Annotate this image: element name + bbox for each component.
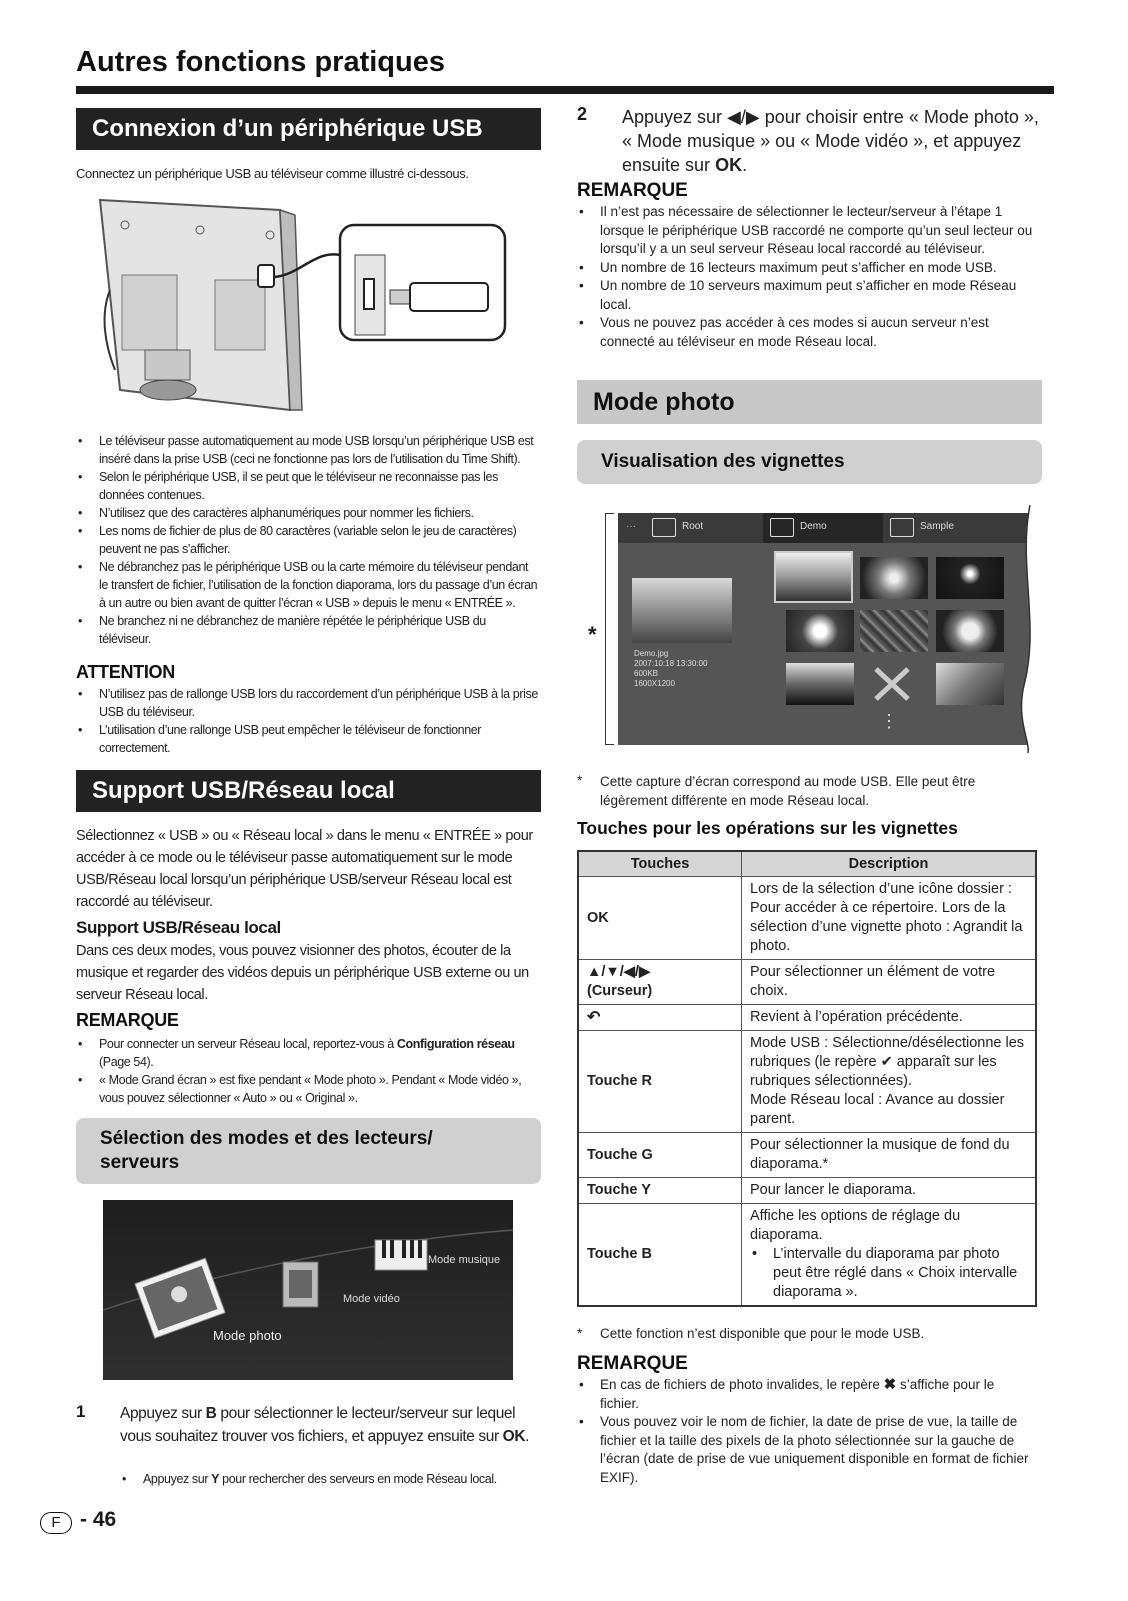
- desc-cell: [742, 1204, 1037, 1307]
- table-row: [578, 1031, 1036, 1133]
- tv-usb-illustration: [90, 195, 530, 420]
- folder-icon: [652, 518, 676, 537]
- bottom-remarque-list: [577, 1376, 1037, 1487]
- step2-number: 2: [577, 104, 588, 124]
- key-cell: Touche G: [578, 1133, 742, 1178]
- support-intro: Sélectionnez « USB » ou « Réseau local » dans le menu « ENTRÉE » pour accéder à ce mode ou le téléviseur passe automatiquement sur le mode USB/Réseau local lorsqu’un périphérique USB/serveur Réseau local est raccordé au téléviseur.: [76, 828, 533, 910]
- folder-sample[interactable]: Sample: [920, 521, 954, 532]
- file-info: [634, 649, 707, 689]
- selection-heading: Sélection des modes et des lecteurs/ serveurs: [76, 1118, 541, 1184]
- thumbnail-selected[interactable]: [776, 553, 851, 601]
- thumbnail-screen: [618, 513, 1036, 745]
- attention-bullets: [76, 685, 538, 757]
- b-key: B: [205, 1405, 217, 1422]
- step1-sub-part: pour rechercher des serveurs en mode Réseau local.: [219, 1472, 497, 1486]
- table-header: Description: [742, 851, 1037, 877]
- key-cell: Touche B: [578, 1204, 742, 1307]
- table-row: [578, 1204, 1036, 1307]
- thumbnail[interactable]: [936, 663, 1004, 705]
- table-footnote: Cette fonction n’est disponible que pour le mode USB.: [600, 1326, 925, 1341]
- keys-table-wrap: [577, 850, 1037, 1307]
- usb-bullet: • N’utilisez que des caractères alphanumériques pour nommer les fichiers.: [76, 504, 538, 522]
- folder-root[interactable]: Root: [682, 521, 704, 532]
- thumbnail[interactable]: [936, 557, 1004, 599]
- thumbnail[interactable]: [860, 610, 928, 652]
- preview-image: [632, 578, 732, 643]
- more-indicator: ⋮: [880, 711, 898, 731]
- step1-sub-list: [120, 1470, 540, 1488]
- mode-menu-graphics: [103, 1200, 513, 1380]
- desc-bullets: [750, 1245, 1027, 1302]
- folder-icon: [890, 518, 914, 537]
- mode-photo-heading: Mode photo: [577, 380, 1042, 424]
- thumbnail[interactable]: [936, 610, 1004, 652]
- support-remarque-title: REMARQUE: [76, 1010, 179, 1030]
- folder-icon: [770, 518, 794, 537]
- table-header: Touches: [578, 851, 742, 877]
- step1-sub-part: Appuyez sur: [143, 1472, 212, 1486]
- desc-cell: Revient à l’opération précédente.: [742, 1005, 1037, 1031]
- desc-line: Mode Réseau local : Avance au dossier parent.: [750, 1092, 1005, 1127]
- right-remarque-item: • Vous ne pouvez pas accéder à ces modes si aucun serveur n’est connecté au téléviseur en mode Réseau local.: [577, 314, 1037, 351]
- support-heading: Support USB/Réseau local: [76, 770, 541, 812]
- step1-part: pour sélectionner le lecteur/serveur sur lequel vous souhaitez trouver vos fichiers, et appuyez ensuite sur: [120, 1405, 516, 1445]
- keys-table: [577, 850, 1037, 1307]
- page-letter-badge: F: [40, 1512, 72, 1534]
- thumbnail[interactable]: [786, 663, 854, 705]
- file-size: 600KB: [634, 669, 659, 678]
- thumbnails-heading: Visualisation des vignettes: [577, 440, 1042, 484]
- desc-cell: Pour lancer le diaporama.: [742, 1178, 1037, 1204]
- step2-text: [622, 105, 1042, 177]
- support-subtitle: Support USB/Réseau local: [76, 918, 281, 937]
- usb-bullet: • Les noms de fichier de plus de 80 caractères (variable selon le jeu de caractères) peuvent ne pas s’afficher.: [76, 522, 538, 558]
- ok-key: OK: [715, 155, 743, 175]
- cursor-keys: ▲/▼/◀/▶: [587, 964, 651, 980]
- bottom-remarque-item: [577, 1376, 1037, 1413]
- remarque-text: (Page 54).: [99, 1055, 154, 1069]
- right-remarque-item: • Il n’est pas nécessaire de sélectionner le lecteur/serveur à l’étape 1 lorsque le périphérique USB raccordé ne comporte qu’un seul lecteur ou lorsqu’il y a un seul serveur Réseau local raccordé au téléviseur.: [577, 203, 1037, 259]
- support-subtext: Dans ces deux modes, vous pouvez visionner des photos, écouter de la musique et regarder des vidéos depuis un périphérique USB externe ou un serveur Réseau local.: [76, 943, 529, 1003]
- usb-bullets: [76, 432, 538, 648]
- key-cell: Touche R: [578, 1031, 742, 1133]
- desc-cell: Pour sélectionner la musique de fond du diaporama.*: [742, 1133, 1037, 1178]
- right-remarque-list: [577, 203, 1037, 351]
- title-rule: [76, 86, 1054, 94]
- cursor-label: (Curseur): [587, 983, 653, 999]
- usb-bullet: • Ne branchez ni ne débranchez de manière répétée le périphérique USB du téléviseur.: [76, 612, 538, 648]
- torn-edge: [1010, 505, 1050, 753]
- page-number: - 46: [80, 1508, 117, 1531]
- screen-bracket: [605, 513, 614, 745]
- bottom-remarque-item: • Vous pouvez voir le nom de fichier, la date de prise de vue, la taille de fichier et la taille des pixels de la photo sélectionnée sur la gauche de l’écran (date de prise de vue uniquement disponible en format de fichier EXIF).: [577, 1413, 1037, 1487]
- screen-footnote-mark: *: [577, 773, 583, 788]
- step1-number: 1: [76, 1402, 86, 1421]
- table-row: [578, 1178, 1036, 1204]
- screen-footnote: Cette capture d’écran correspond au mode USB. Elle peut être légèrement différente en mode Réseau local.: [600, 774, 976, 808]
- key-cell: Touche Y: [578, 1178, 742, 1204]
- attention-bullet: • N’utilisez pas de rallonge USB lors du raccordement d’un périphérique USB à la prise USB du téléviseur.: [76, 685, 538, 721]
- desc-cell: Lors de la sélection d’une icône dossier : Pour accéder à ce répertoire. Lors de la sélection d’une vignette photo : Agrandit la photo.: [742, 877, 1037, 960]
- thumbnail-invalid[interactable]: [870, 663, 914, 705]
- key-cell: OK: [578, 877, 742, 960]
- page-title: Autres fonctions pratiques: [76, 46, 445, 78]
- usb-bullet: • Le téléviseur passe automatiquement au mode USB lorsqu’un périphérique USB est inséré dans la prise USB (ceci ne fonctionne pas lors de l’utilisation du Time Shift).: [76, 432, 538, 468]
- desc-line: Mode USB : Sélectionne/désélectionne les rubriques (le repère ✔ apparaît sur les rubriques sélectionnées).: [750, 1035, 1025, 1089]
- table-row: [578, 960, 1036, 1005]
- thumbnail[interactable]: [860, 557, 928, 599]
- step2-part: Appuyez sur ◀/▶ pour choisir entre « Mode photo », « Mode musique » ou « Mode vidéo », et appuyez ensuite sur: [622, 107, 1039, 175]
- usb-bullet: • Selon le périphérique USB, il se peut que le téléviseur ne reconnaisse pas les données contenues.: [76, 468, 538, 504]
- desc-line: Affiche les options de réglage du diaporama.: [750, 1208, 961, 1243]
- invalid-x-icon: [870, 663, 914, 705]
- desc-cell: Pour sélectionner un élément de votre choix.: [742, 960, 1037, 1005]
- thumbnail[interactable]: [786, 610, 854, 652]
- key-cell: [578, 960, 742, 1005]
- remarque-text: s’affiche pour le fichier.: [600, 1377, 995, 1411]
- step1-sub-item: [120, 1470, 540, 1488]
- menu-photo-label[interactable]: Mode photo: [213, 1328, 282, 1343]
- remarque-text: Pour connecter un serveur Réseau local, reportez-vous à: [99, 1037, 397, 1051]
- right-remarque-title: REMARQUE: [577, 180, 688, 201]
- bottom-remarque-title: REMARQUE: [577, 1353, 688, 1374]
- invalid-mark-icon: ✖: [883, 1376, 897, 1393]
- config-reseau-ref: Configuration réseau: [396, 1037, 515, 1051]
- screen-footnote-star: *: [588, 622, 597, 647]
- y-key: Y: [211, 1472, 220, 1486]
- keys-table-title: Touches pour les opérations sur les vignettes: [577, 818, 958, 838]
- step1-text: [120, 1402, 530, 1448]
- ok-key: OK: [502, 1428, 526, 1445]
- right-remarque-item: • Un nombre de 10 serveurs maximum peut s’afficher en mode Réseau local.: [577, 277, 1037, 314]
- menu-music-label[interactable]: Mode musique: [428, 1254, 501, 1266]
- return-icon: ↶: [578, 1005, 742, 1031]
- table-row: [578, 1005, 1036, 1031]
- right-remarque-item: • Un nombre de 16 lecteurs maximum peut s’afficher en mode USB.: [577, 259, 1037, 278]
- usb-connection-heading: Connexion d’un périphérique USB: [76, 108, 541, 150]
- attention-title: ATTENTION: [76, 662, 175, 682]
- step1-part: .: [525, 1428, 530, 1445]
- file-name: Demo.jpg: [634, 649, 669, 658]
- table-row: [578, 877, 1036, 960]
- mode-menu-screen: [103, 1200, 513, 1380]
- attention-bullet: • L’utilisation d’une rallonge USB peut empêcher le téléviseur de fonctionner correctement.: [76, 721, 538, 757]
- table-row: [578, 1133, 1036, 1178]
- folder-up[interactable]: ···: [626, 521, 636, 532]
- support-remarque-item: • « Mode Grand écran » est fixe pendant « Mode photo ». Pendant « Mode vidéo », vous pouvez sélectionner « Auto » ou « Original ».: [76, 1071, 538, 1107]
- desc-cell: [742, 1031, 1037, 1133]
- usb-intro: Connectez un périphérique USB au téléviseur comme illustré ci-dessous.: [76, 166, 469, 181]
- support-remarque-item: [76, 1035, 538, 1071]
- support-remarque-list: [76, 1035, 538, 1107]
- menu-video-label[interactable]: Mode vidéo: [343, 1293, 400, 1305]
- file-pixels: 1600X1200: [634, 679, 675, 688]
- file-date: 2007:10:18 13:30:00: [634, 659, 708, 668]
- step1-part: Appuyez sur: [120, 1405, 206, 1422]
- usb-bullet: • Ne débranchez pas le périphérique USB ou la carte mémoire du téléviseur pendant le transfert de fichier, l’utilisation de la fonction diaporama, lors du passage d’un écran à un autre ou bien avant de quitter l’écran « USB » depuis le menu « ENTRÉE ».: [76, 558, 538, 612]
- step2-part: .: [742, 155, 748, 175]
- remarque-text: En cas de fichiers de photo invalides, le repère: [600, 1377, 884, 1392]
- table-footnote-mark: *: [577, 1326, 583, 1341]
- desc-bullet: • L’intervalle du diaporama par photo peut être réglé dans « Choix intervalle diaporama ».: [750, 1245, 1027, 1302]
- table-header-row: [578, 851, 1036, 877]
- folder-demo[interactable]: Demo: [800, 521, 827, 532]
